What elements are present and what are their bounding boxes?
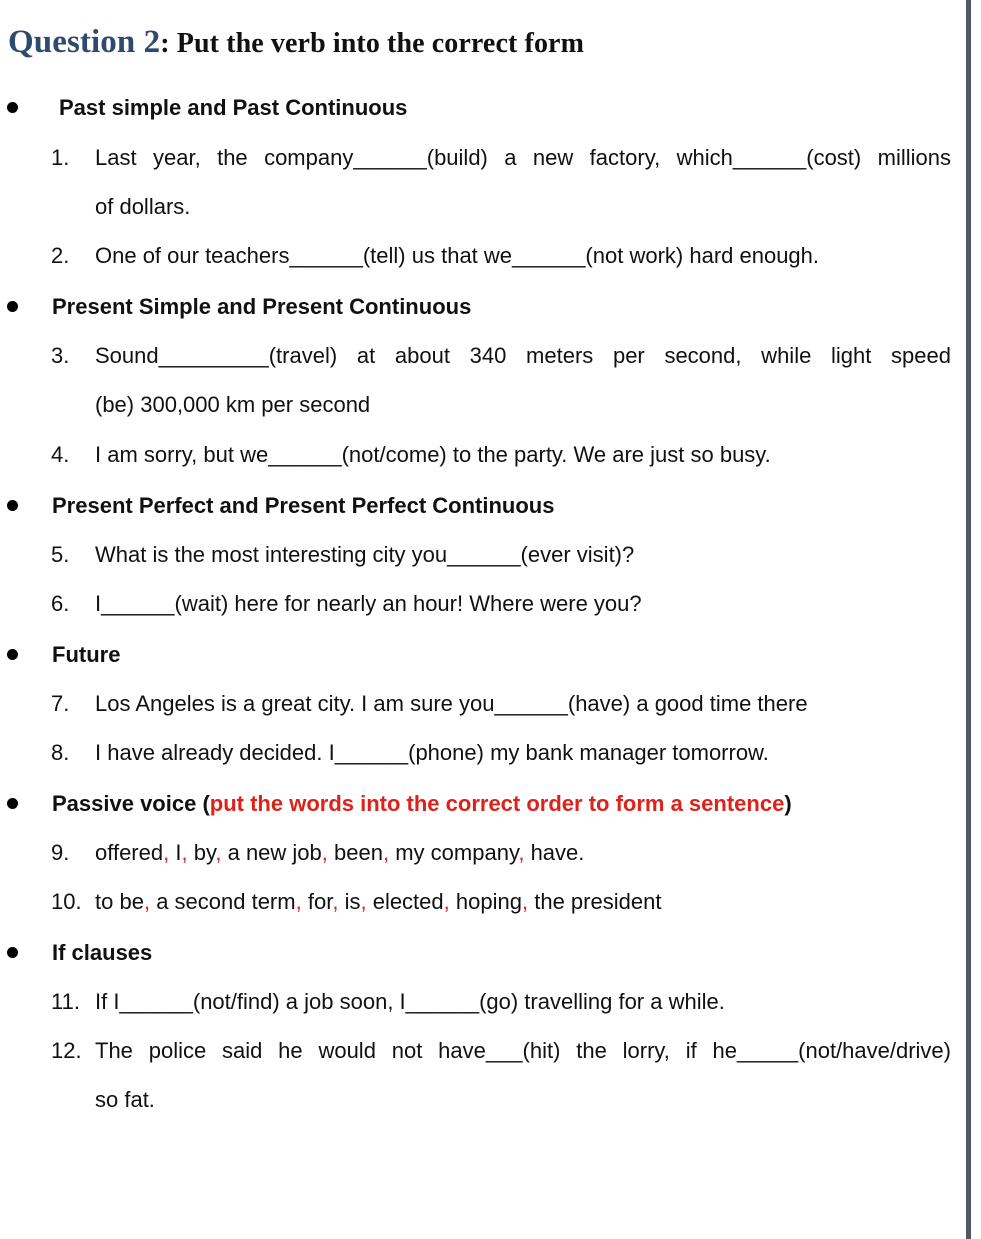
exercise-item-9 (0, 838, 960, 868)
exercise-item-8 (0, 738, 960, 768)
exercise-item-12 (0, 1036, 960, 1066)
item-number: 10. (51, 889, 82, 914)
word-separator: , (332, 889, 339, 914)
section-if-clauses (0, 938, 960, 968)
section-heading: If clauses (52, 940, 153, 965)
word-separator: , (321, 840, 328, 865)
exercise-item-4 (0, 440, 960, 470)
section-heading: Present Perfect and Present Perfect Continuous (52, 493, 555, 518)
item-text: Last year, the company______(build) a new factory, which______(cost) millions (95, 145, 951, 170)
heading-text: Passive voice ( (52, 791, 210, 816)
item-number: 4. (51, 442, 70, 467)
exercise-item-3 (0, 341, 960, 371)
item-text: What is the most interesting city you______(ever visit)? (95, 542, 635, 567)
bullet-icon (7, 947, 18, 958)
word-separator: , (181, 840, 188, 865)
exercise-item-1 (0, 143, 960, 173)
item-3-continuation: (be) 300,000 km per second (95, 392, 371, 417)
exercise-item-2 (0, 241, 960, 271)
item-number: 3. (51, 343, 70, 368)
item-word-list (95, 838, 584, 868)
word-separator: , (360, 889, 367, 914)
word-token: elected (372, 889, 444, 914)
heading-instruction-red: put the words into the correct order to form a sentence (209, 791, 785, 816)
word-separator: , (382, 840, 390, 865)
bullet-icon (7, 649, 18, 660)
word-token: have. (530, 840, 585, 865)
item-number: 12. (51, 1038, 82, 1063)
section-present (0, 292, 960, 322)
item-text: Los Angeles is a great city. I am sure you______(have) a good time there (95, 691, 808, 716)
section-present-perfect (0, 491, 960, 521)
bullet-icon (7, 500, 18, 511)
item-number: 11. (51, 989, 80, 1014)
word-separator: , (143, 889, 151, 914)
word-token: my company (395, 840, 519, 865)
item-1-continuation: of dollars. (95, 194, 191, 219)
word-separator: , (215, 840, 222, 865)
exercise-item-7 (0, 689, 960, 719)
item-text: If I______(not/find) a job soon, I______(go) travelling for a while. (95, 989, 725, 1014)
word-token: by (193, 840, 216, 865)
item-number: 5. (51, 542, 70, 567)
bullet-icon (7, 102, 18, 113)
exercise-item-5 (0, 540, 960, 570)
item-number: 9. (51, 840, 70, 865)
word-token: a new job (227, 840, 322, 865)
section-heading: Present Simple and Present Continuous (52, 294, 472, 319)
bullet-icon (7, 798, 18, 809)
item-12-continuation: so fat. (95, 1087, 155, 1112)
item-number: 2. (51, 243, 70, 268)
item-text: The police said he would not have___(hit) the lorry, if he_____(not/have/drive) (95, 1038, 951, 1063)
bullet-icon (7, 301, 18, 312)
section-heading (52, 789, 792, 819)
item-number: 8. (51, 740, 70, 765)
word-token: been (334, 840, 383, 865)
item-text: I am sorry, but we______(not/come) to the party. We are just so busy. (95, 442, 771, 467)
exercise-item-10 (0, 887, 960, 917)
section-heading: Future (52, 642, 121, 667)
word-token: to be (95, 889, 144, 914)
word-separator: , (521, 889, 529, 914)
item-text: One of our teachers______(tell) us that we______(not work) hard enough. (95, 243, 820, 268)
item-text: I______(wait) here for nearly an hour! Where were you? (95, 591, 642, 616)
word-token: the president (534, 889, 662, 914)
question-number: Question 2 (8, 24, 161, 60)
word-separator: , (518, 840, 525, 865)
section-past (0, 93, 960, 123)
word-token: a second term (156, 889, 296, 914)
word-token: offered (95, 840, 164, 865)
item-number: 6. (51, 591, 70, 616)
page-edge-bar (966, 0, 971, 1239)
question-instruction: : Put the verb into the correct form (160, 28, 584, 59)
item-text: I have already decided. I______(phone) my bank manager tomorrow. (95, 740, 769, 765)
exercise-item-6 (0, 589, 960, 619)
word-token: for (307, 889, 333, 914)
heading-close-paren: ) (784, 791, 792, 816)
item-number: 1. (51, 145, 70, 170)
section-passive (0, 789, 960, 819)
word-separator: , (163, 840, 170, 865)
item-number: 7. (51, 691, 70, 716)
word-token: hoping (455, 889, 522, 914)
section-heading: Past simple and Past Continuous (59, 95, 408, 120)
item-word-list (95, 887, 661, 917)
item-text: Sound_________(travel) at about 340 meters per second, while light speed (95, 343, 951, 368)
word-separator: , (295, 889, 302, 914)
word-separator: , (443, 889, 450, 914)
exercise-item-11 (0, 987, 960, 1017)
section-future (0, 640, 960, 670)
word-token: I (175, 840, 182, 865)
word-token: is (344, 889, 361, 914)
question-title (8, 24, 584, 61)
